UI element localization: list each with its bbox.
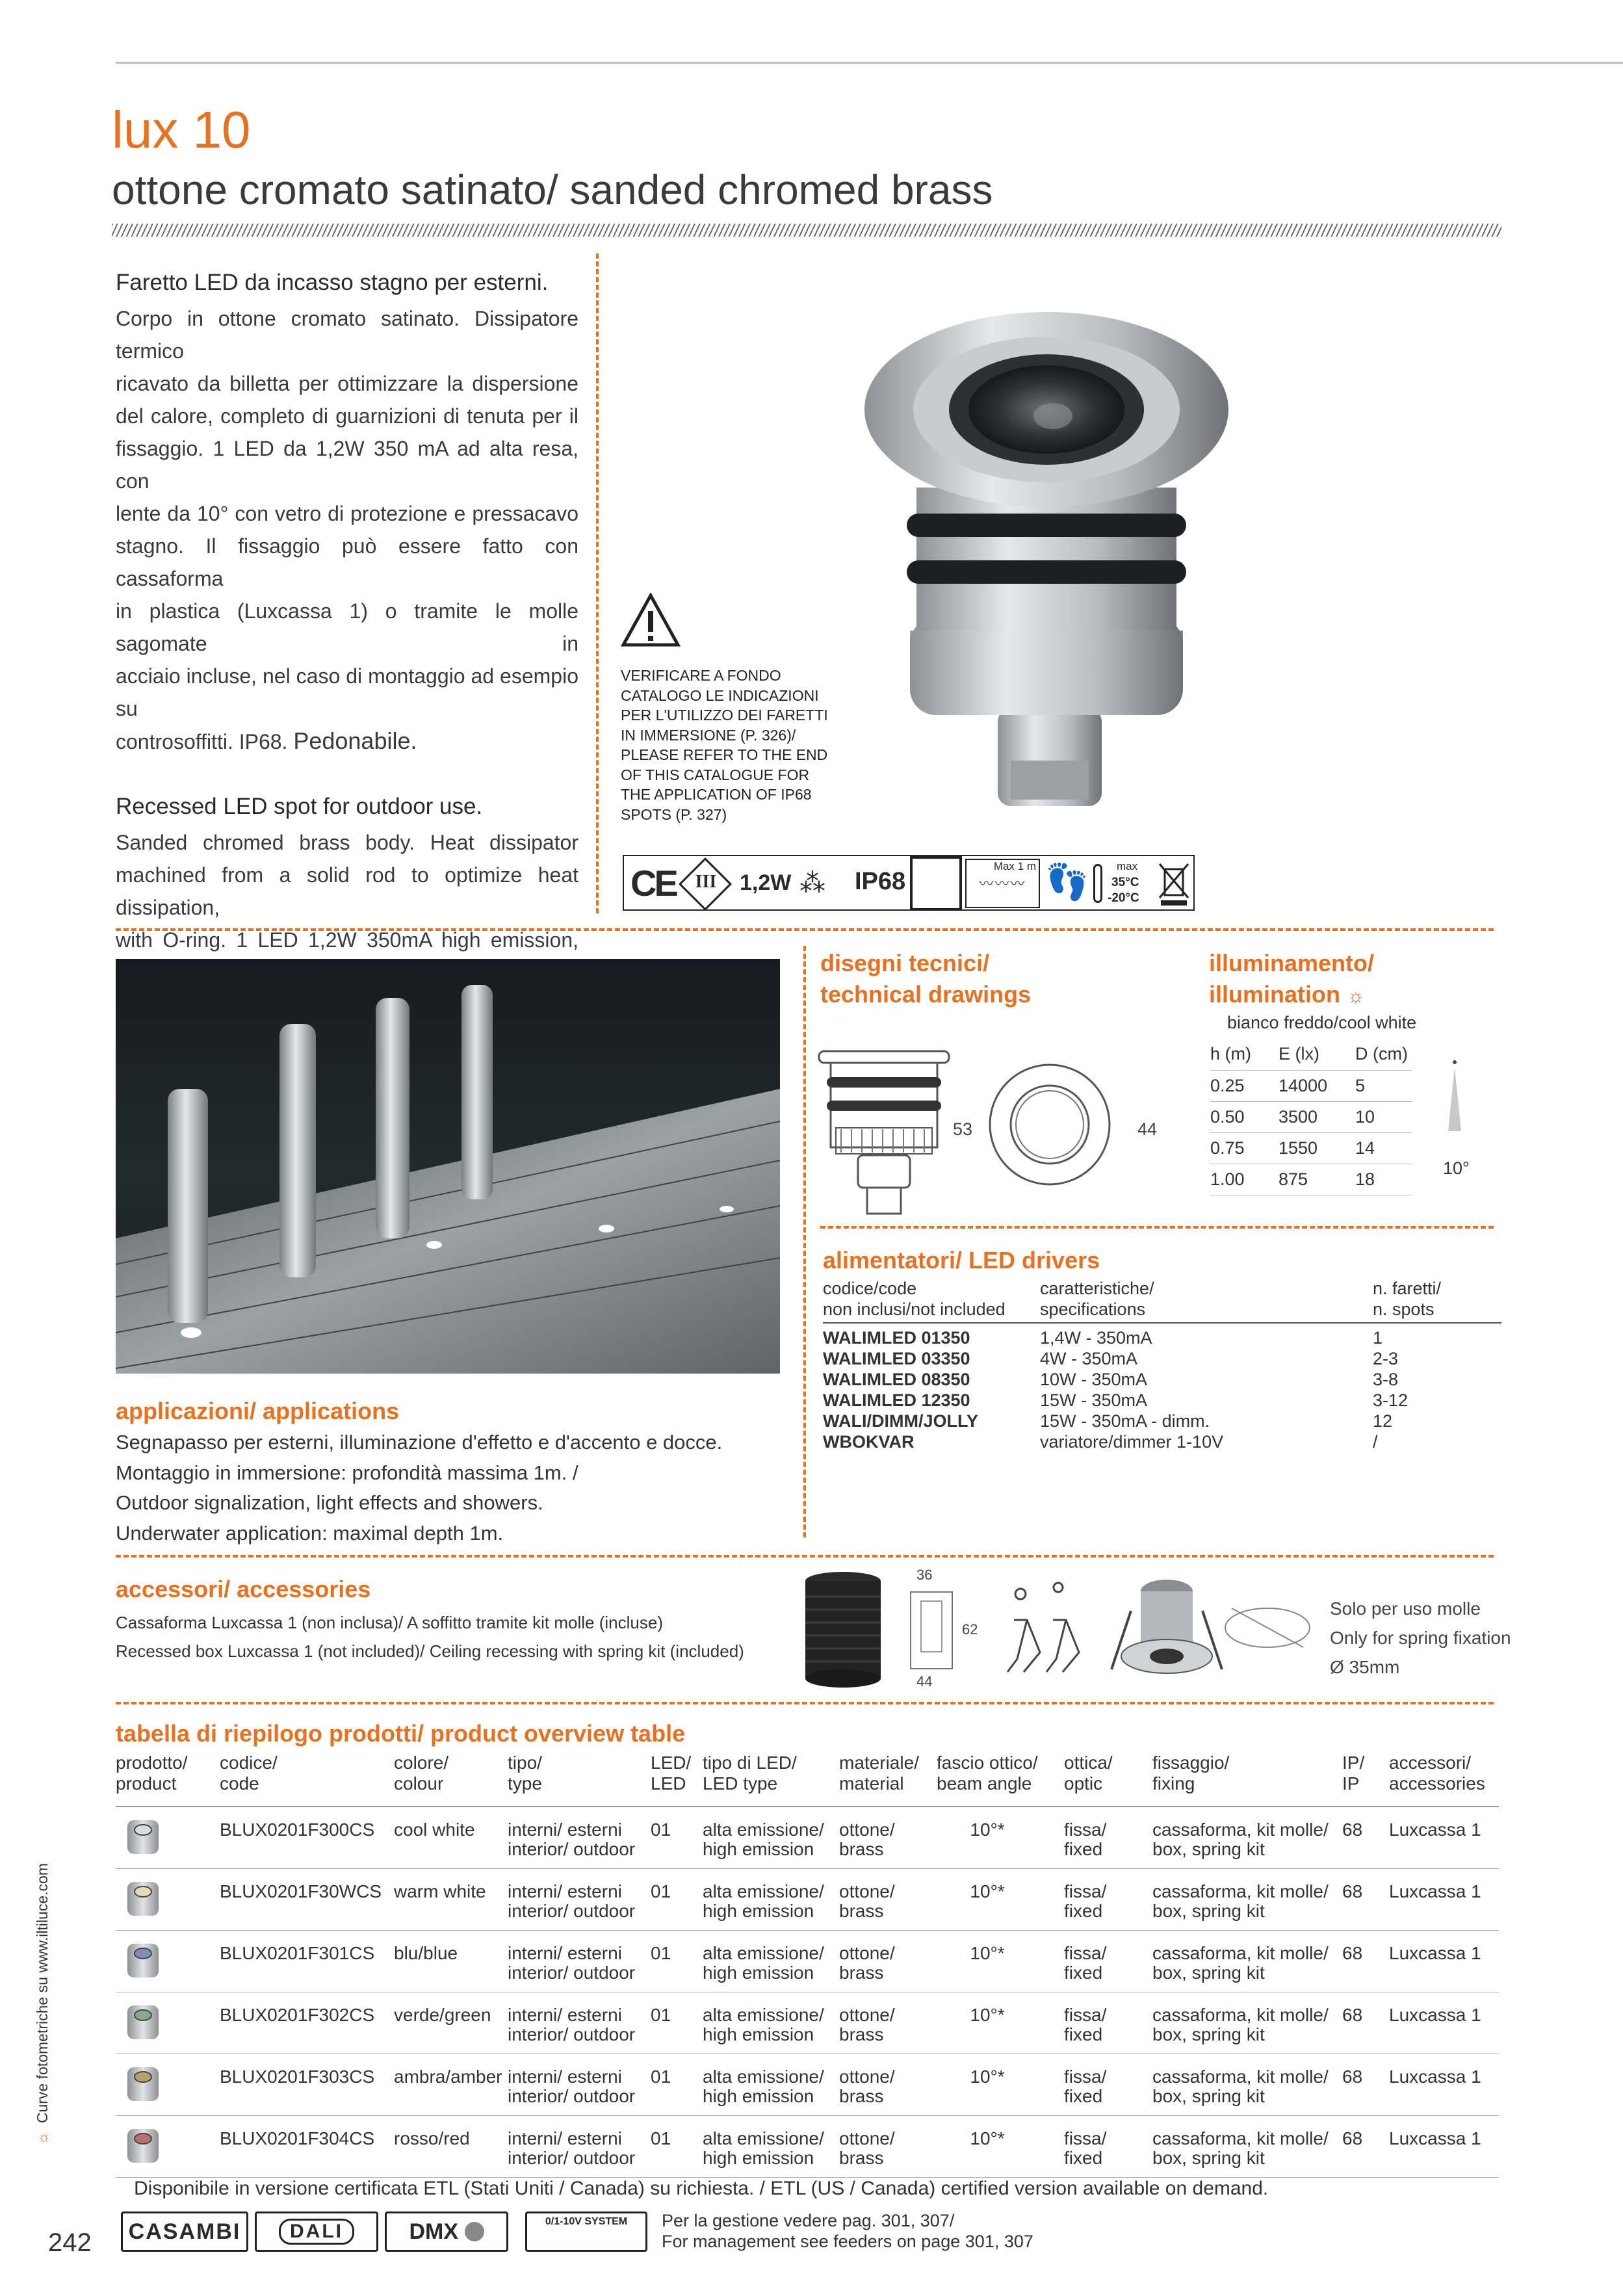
warning-line: THE APPLICATION OF IP68 <box>621 786 812 803</box>
product-row: BLUX0201F304CS rosso/red interni/ esterni interior/ outdoor 01 alta emissione/ high emission ottone/ brass 10°* fissa/ fixed cassaforma, kit molle/ box, spring kit 68 Luxcassa 1 <box>116 2116 1499 2178</box>
lens-tint <box>134 1948 152 1959</box>
product-table-header: LED/ LED <box>651 1753 703 1807</box>
divider-horizontal-1 <box>116 928 1494 931</box>
ce-mark: CE <box>630 863 676 904</box>
warning-line: VERIFICARE A FONDO <box>621 667 781 684</box>
description-it-heading: Faretto LED da incasso stagno per esterni. <box>116 270 549 295</box>
accessories-line-1: Cassaforma Luxcassa 1 (non inclusa)/ A soffitto tramite kit molle (incluse) <box>116 1613 663 1632</box>
luxcassa-box-image <box>801 1571 885 1690</box>
warning-icon <box>621 593 681 647</box>
dim-height: 53 <box>953 1119 973 1139</box>
description-line: fissaggio. 1 LED da 1,2W 350 mA ad alta resa, con <box>116 437 578 493</box>
immersion-icon: Max 1 m 〰〰〰 <box>965 859 1040 908</box>
feeders-note: Per la gestione vedere pag. 301, 307/ For management see feeders on page 301, 307 <box>662 2211 1033 2251</box>
warning-line: CATALOGO LE INDICAZIONI <box>621 686 819 704</box>
product-row: BLUX0201F30WCS warm white interni/ esterni interior/ outdoor 01 alta emissione/ high emission ottone/ brass 10°* fissa/ fixed cassaforma, kit molle/ box, spring kit 68 Luxcassa 1 <box>116 1869 1499 1931</box>
warning-line: SPOTS (P. 327) <box>621 805 727 823</box>
ip-box-icon <box>910 856 962 911</box>
driver-row: WALIMLED 08350 10W - 350mA 3-8 <box>823 1370 1399 1389</box>
box-dim-bottom: 44 <box>916 1673 933 1689</box>
dimming-010v-logo: 0/1-10V SYSTEM <box>525 2211 647 2252</box>
driver-row: WALI/DIMM/JOLLY 15W - 350mA - dimm. 12 <box>823 1411 1393 1431</box>
certification-strip <box>623 855 1195 911</box>
product-thumbnail <box>127 1820 159 1854</box>
accessories-line-2: Recessed box Luxcassa 1 (not included)/ Ceiling recessing with spring kit (included) <box>116 1641 744 1661</box>
product-table <box>116 1753 1499 2178</box>
product-thumbnail <box>127 1944 159 1977</box>
top-rule <box>116 62 1623 64</box>
illumination-row: 0.75 1550 14 <box>1210 1132 1412 1164</box>
lens-tint <box>134 2009 152 2021</box>
illumination-title: illuminamento/ illumination ☼ <box>1209 950 1375 1008</box>
product-row: BLUX0201F300CS cool white interni/ esterni interior/ outdoor 01 alta emissione/ high emission ottone/ brass 10°* fissa/ fixed cassaforma, kit molle/ box, spring kit 68 Luxcassa 1 <box>116 1807 1499 1869</box>
casambi-logo: CASAMBI <box>121 2211 248 2252</box>
description-line: stagno. Il fissaggio può essere fatto con cassaforma <box>116 534 578 590</box>
product-table-header: accessori/ accessories <box>1389 1753 1499 1807</box>
temp-max-label: max <box>1117 860 1138 872</box>
warning-line: OF THIS CATALOGUE FOR <box>621 766 810 783</box>
immersion-depth: Max 1 m <box>993 860 1036 872</box>
product-table-header: materiale/ material <box>839 1753 937 1807</box>
product-row: BLUX0201F302CS verde/green interni/ esterni interior/ outdoor 01 alta emissione/ high emission ottone/ brass 10°* fissa/ fixed cassaforma, kit molle/ box, spring kit 68 Luxcassa 1 <box>116 1992 1499 2054</box>
driver-row: WALIMLED 03350 4W - 350mA 2-3 <box>823 1349 1399 1368</box>
product-table-header: tipo/ type <box>508 1753 651 1807</box>
temp-high: 35°C <box>1111 876 1139 889</box>
etl-note: Disponibile in versione certificata ETL (Stati Uniti / Canada) su richiesta. / ETL (US / Canada) certified version available on demand. <box>134 2178 1269 2199</box>
description-line: ricavato da billetta per ottimizzare la dispersione <box>116 372 578 395</box>
applications-text <box>116 1428 722 1548</box>
product-table-header: codice/ code <box>220 1753 394 1807</box>
product-row: BLUX0201F303CS ambra/amber interni/ esterni interior/ outdoor 01 alta emissione/ high emission ottone/ brass 10°* fissa/ fixed cassaforma, kit molle/ box, spring kit 68 Luxcassa 1 <box>116 2054 1499 2116</box>
product-table-header: fascio ottico/ beam angle <box>937 1753 1064 1807</box>
beam-angle: 10° <box>1443 1158 1470 1178</box>
ip-label: IP68 <box>855 868 906 895</box>
description-line: del calore, completo di guarnizioni di tenuta per il <box>116 404 578 428</box>
driver-row: WALIMLED 01350 1,4W - 350mA 1 <box>823 1328 1383 1348</box>
product-table-header: IP/ IP <box>1342 1753 1389 1807</box>
accessory-note: Solo per uso molle Only for spring fixation Ø 35mm <box>1330 1598 1511 1677</box>
warning-line: PER L'UTILIZZO DEI FARETTI <box>621 707 828 724</box>
product-thumbnail <box>127 1882 159 1916</box>
product-thumbnail <box>127 2005 159 2039</box>
illumination-row: 0.25 14000 5 <box>1210 1070 1412 1101</box>
description-line: acciaio incluse, nel caso di montaggio ad esempio su <box>116 664 578 720</box>
spring-mounted-spot-image <box>1105 1572 1228 1689</box>
sun-icon: ☼ <box>1347 985 1365 1007</box>
product-table-header: colore/ colour <box>394 1753 508 1807</box>
box-dim-side: 62 <box>962 1621 978 1637</box>
page-subtitle: ottone cromato satinato/ sanded chromed brass <box>112 166 993 213</box>
power-label: 1,2W <box>740 870 792 895</box>
beam-cone-icon <box>1442 1058 1468 1136</box>
product-table-header: prodotto/ product <box>116 1753 220 1807</box>
warning-line: PLEASE REFER TO THE END <box>621 746 828 763</box>
product-table-header: fissaggio/ fixing <box>1152 1753 1342 1807</box>
illumination-row: 1.00 875 18 <box>1210 1164 1412 1195</box>
illumination-row: 0.50 3500 10 <box>1210 1101 1412 1132</box>
driver-row: WBOKVAR variatore/dimmer 1-10V / <box>823 1432 1378 1452</box>
dmx-logo: DMX <box>385 2211 508 2252</box>
weee-bin-icon <box>1158 861 1189 907</box>
photometric-curves-note: ☼ Curve fotometriche su www.ilt​iluce.com <box>34 1863 51 2145</box>
applications-line: Montaggio in immersione: profondità massima 1m. / <box>116 1461 578 1484</box>
products-title: tabella di riepilogo prodotti/ product overview table <box>116 1720 686 1747</box>
sun-icon: ☼ <box>34 2131 51 2145</box>
drivers-table: codice/code non inclusi/not included caratteristiche/ specifications n. faretti/ n. spots WALIMLED 01350 1,4W - 350mA 1 WALIMLED 03350 4W - 350mA 2-3 WALIMLED 08350 10W - 350mA 3-8 WALIMLED 12350 15W - 350mA 3-12 WALI/DIMM/JOLLY 15W - 350mA - dimm. 12 WBOKVAR variatore/dimmer 1-10V / <box>823 1278 1501 1452</box>
drawings-title: disegni tecnici/ technical drawings <box>820 950 1032 1008</box>
description-line: Corpo in ottone cromato satinato. Dissipatore termico <box>116 307 578 363</box>
page-number: 242 <box>48 2228 92 2257</box>
description-line: lente da 10° con vetro di protezione e pressacavo <box>116 502 578 525</box>
side-view-drawing <box>812 1043 955 1219</box>
lens-tint <box>134 2071 152 2083</box>
divider-vertical-middle <box>803 946 806 1537</box>
divider-vertical-top <box>596 254 599 913</box>
description-line: in plastica (Luxcassa 1) o tramite le molle sagomate in <box>116 599 578 655</box>
divider-horizontal-3 <box>116 1702 1494 1704</box>
divider-horizontal-drivers <box>820 1226 1494 1229</box>
temperature-icon <box>1093 860 1152 908</box>
lens-tint <box>134 1824 152 1836</box>
description-en-heading: Recessed LED spot for outdoor use. <box>116 794 483 819</box>
dmx-disc-icon <box>465 2222 484 2241</box>
accessories-title: accessori/ accessories <box>116 1576 371 1602</box>
product-thumbnail <box>127 2129 159 2163</box>
applications-title: applicazioni/ applications <box>116 1398 400 1424</box>
dim-diameter: 44 <box>1137 1119 1158 1139</box>
warning-line: IN IMMERSIONE (P. 326)/ <box>621 726 796 744</box>
dali-logo: DALI <box>255 2211 378 2252</box>
warning-text <box>621 666 835 824</box>
illumination-table: h (m) E (lx) D (cm) 0.25 14000 5 0.50 3500 10 0.75 1550 14 1.00 875 18 <box>1210 1039 1412 1195</box>
description-it-last: controsoffitti. IP68. Pedonabile. <box>116 727 417 754</box>
title-hatch-rule <box>112 224 1501 237</box>
application-photo <box>116 959 780 1374</box>
applications-line: Underwater application: maximal depth 1m. <box>116 1521 504 1545</box>
product-row: BLUX0201F301CS blu/blue interni/ esterni interior/ outdoor 01 alta emissione/ high emission ottone/ brass 10°* fissa/ fixed cassaforma, kit molle/ box, spring kit 68 Luxcassa 1 <box>116 1931 1499 1992</box>
product-table-header: tipo di LED/ LED type <box>703 1753 839 1807</box>
product-photo <box>845 306 1248 839</box>
illumination-subtitle: bianco freddo/cool white <box>1227 1013 1417 1032</box>
product-table-header: ottica/ optic <box>1064 1753 1152 1807</box>
driver-row: WALIMLED 12350 15W - 350mA 3-12 <box>823 1390 1409 1410</box>
drivers-title: alimentatori/ LED drivers <box>823 1247 1100 1273</box>
led-icon: ⁂ <box>799 869 825 898</box>
applications-line: Segnapasso per esterni, illuminazione d'effetto e d'accento e docce. <box>116 1431 723 1454</box>
box-drawing <box>910 1591 953 1669</box>
description-line: with O-ring. 1 LED 1,2W 350mA high emission, <box>116 928 578 952</box>
spring-kit-image <box>1001 1581 1092 1678</box>
applications-line: Outdoor signalization, light effects and showers. <box>116 1491 543 1514</box>
walk-over-icon: 👣 <box>1045 863 1089 902</box>
description-line: machined from a solid rod to optimize heat dissipation, <box>116 863 578 919</box>
spring-fixation-hole-drawing <box>1219 1602 1316 1654</box>
lens-tint <box>134 1886 152 1898</box>
description-line: Sanded chromed brass body. Heat dissipator <box>116 831 578 854</box>
product-thumbnail <box>127 2067 159 2101</box>
box-dim-top: 36 <box>916 1567 933 1583</box>
temp-low: -20°C <box>1108 891 1139 905</box>
divider-horizontal-2 <box>116 1555 1494 1558</box>
description-it-body <box>116 302 578 725</box>
class-iii-label: III <box>695 872 717 892</box>
lens-tint <box>134 2133 152 2145</box>
page-title: lux 10 <box>112 101 251 159</box>
front-view-drawing <box>985 1060 1115 1190</box>
